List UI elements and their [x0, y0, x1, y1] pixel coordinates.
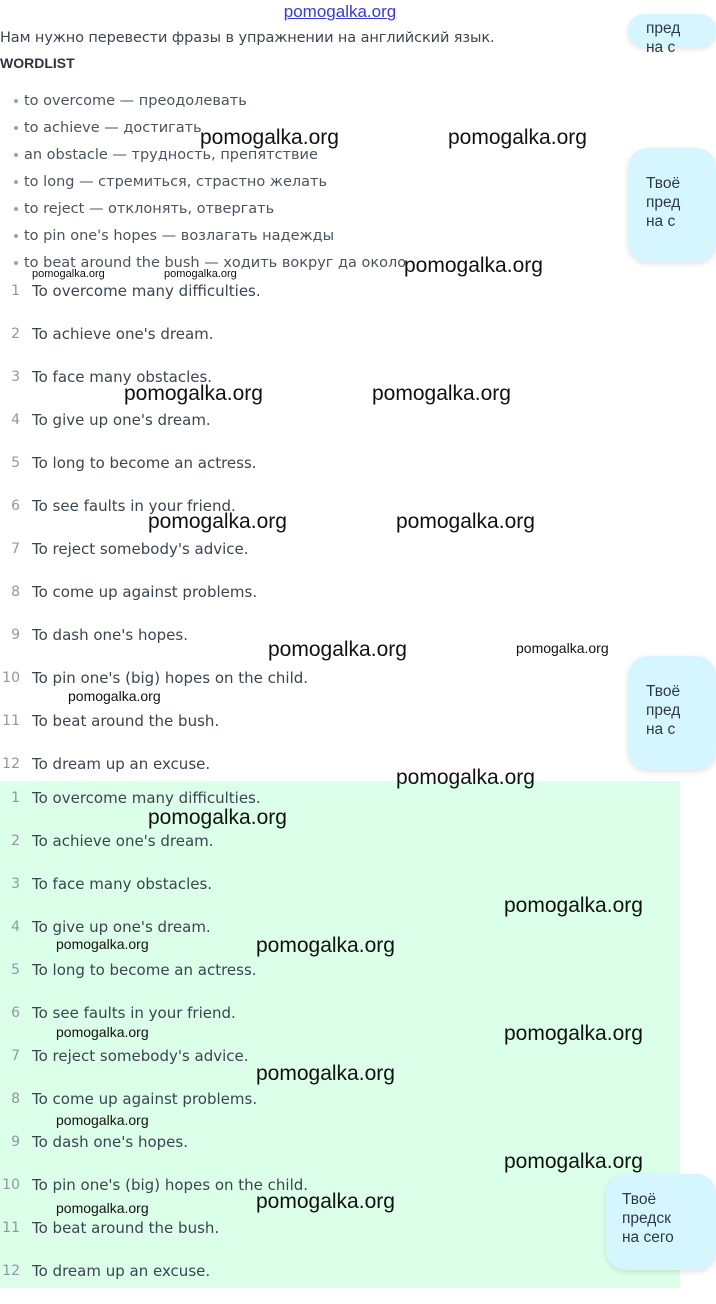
watermark: pomogalka.org	[68, 688, 161, 704]
phrase-number: 8	[11, 1091, 20, 1107]
watermark: pomogalka.org	[124, 382, 263, 405]
watermark: pomogalka.org	[516, 640, 609, 656]
phrase-number: 5	[11, 962, 20, 978]
phrase-number: 1	[11, 283, 20, 299]
wordlist-item: to overcome — преодолевать	[0, 92, 406, 119]
phrase-row	[0, 711, 680, 754]
watermark: pomogalka.org	[56, 1200, 149, 1216]
phrase-text: To come up against problems.	[32, 583, 258, 601]
phrase-row	[0, 1261, 680, 1304]
phrase-number: 9	[11, 627, 20, 643]
phrase-text: To face many obstacles.	[32, 368, 213, 386]
phrase-text: To achieve one's dream.	[32, 832, 214, 850]
watermark: pomogalka.org	[504, 1022, 643, 1045]
phrase-text: To give up one's dream.	[32, 411, 211, 429]
watermark: pomogalka.org	[504, 894, 643, 917]
watermark: pomogalka.org	[448, 126, 587, 149]
wordlist-item: to pin one's hopes — возлагать надежды	[0, 227, 406, 254]
phrase-number: 7	[11, 541, 20, 557]
phrase-row	[0, 496, 680, 539]
watermark: pomogalka.org	[164, 268, 237, 280]
phrase-row	[0, 324, 680, 367]
phrase-text: To pin one's (big) hopes on the child.	[32, 1176, 309, 1194]
phrase-row	[0, 367, 680, 410]
watermark: pomogalka.org	[56, 1112, 149, 1128]
watermark: pomogalka.org	[200, 126, 339, 149]
phrase-text: To give up one's dream.	[32, 918, 211, 936]
phrase-row	[0, 1218, 680, 1261]
wordlist-item: an obstacle — трудность, препятствие	[0, 146, 406, 173]
watermark: pomogalka.org	[372, 382, 511, 405]
phrase-number: 2	[11, 833, 20, 849]
phrase-number: 6	[11, 1005, 20, 1021]
watermark: pomogalka.org	[256, 934, 395, 957]
phrase-text: To see faults in your friend.	[32, 497, 236, 515]
phrase-number: 6	[11, 498, 20, 514]
wordlist	[0, 92, 406, 281]
chat-bubble[interactable]: Твоё предск на сего	[606, 1174, 716, 1270]
wordlist-item: to long — стремиться, страстно желать	[0, 173, 406, 200]
phrase-text: To overcome many difficulties.	[32, 789, 261, 807]
phrase-number: 12	[2, 756, 20, 772]
phrase-text: To beat around the bush.	[32, 1219, 220, 1237]
watermark: pomogalka.org	[396, 510, 535, 533]
phrase-number: 10	[2, 1177, 20, 1193]
watermark: pomogalka.org	[56, 1024, 149, 1040]
phrase-text: To achieve one's dream.	[32, 325, 214, 343]
phrase-row	[0, 281, 680, 324]
phrase-row	[0, 453, 680, 496]
phrase-text: To long to become an actress.	[32, 454, 257, 472]
phrase-number: 5	[11, 455, 20, 471]
watermark: pomogalka.org	[148, 806, 287, 829]
watermark: pomogalka.org	[396, 766, 535, 789]
phrase-number: 7	[11, 1048, 20, 1064]
wordlist-item: to beat around the bush — ходить вокруг да около	[0, 254, 406, 281]
phrase-row	[0, 788, 680, 831]
phrase-number: 11	[2, 713, 20, 729]
phrase-text: To dash one's hopes.	[32, 1133, 188, 1151]
phrase-text: To pin one's (big) hopes on the child.	[32, 669, 309, 687]
phrase-row	[0, 539, 680, 582]
phrase-number: 1	[11, 790, 20, 806]
phrase-text: To long to become an actress.	[32, 961, 257, 979]
wordlist-item: to achieve — достигать	[0, 119, 406, 146]
phrase-number: 4	[11, 919, 20, 935]
phrase-number: 3	[11, 876, 20, 892]
phrase-number: 10	[2, 670, 20, 686]
phrase-text: To reject somebody's advice.	[32, 540, 249, 558]
phrase-text: To overcome many difficulties.	[32, 282, 261, 300]
watermark: pomogalka.org	[504, 1150, 643, 1173]
phrase-number: 4	[11, 412, 20, 428]
phrase-number: 8	[11, 584, 20, 600]
phrase-row	[0, 831, 680, 874]
chat-bubble[interactable]: Твоё пред на с	[628, 148, 716, 262]
phrase-row	[0, 410, 680, 453]
phrase-text: To beat around the bush.	[32, 712, 220, 730]
watermark: pomogalka.org	[56, 936, 149, 952]
phrase-row	[0, 582, 680, 625]
watermark: pomogalka.org	[256, 1062, 395, 1085]
phrase-number: 11	[2, 1220, 20, 1236]
phrase-number: 12	[2, 1263, 20, 1279]
phrase-text: To dash one's hopes.	[32, 626, 188, 644]
watermark: pomogalka.org	[148, 510, 287, 533]
phrase-row	[0, 960, 680, 1003]
phrase-text: To come up against problems.	[32, 1090, 258, 1108]
wordlist-item: to reject — отклонять, отвергать	[0, 200, 406, 227]
phrase-text: To dream up an excuse.	[32, 1262, 211, 1280]
chat-bubble[interactable]: Твоё пред на с	[628, 656, 716, 770]
phrase-number: 3	[11, 369, 20, 385]
phrase-number: 2	[11, 326, 20, 342]
intro-text: Нам нужно перевести фразы в упражнении на английский язык.	[0, 30, 495, 46]
phrase-text: To dream up an excuse.	[32, 755, 211, 773]
site-logo[interactable]: pomogalka.org	[283, 2, 397, 21]
wordlist-title: WORDLIST	[0, 55, 75, 71]
watermark: pomogalka.org	[32, 268, 105, 280]
phrase-text: To reject somebody's advice.	[32, 1047, 249, 1065]
watermark: pomogalka.org	[404, 254, 543, 277]
chat-bubble[interactable]: пред на с	[628, 14, 716, 47]
phrase-text: To see faults in your friend.	[32, 1004, 236, 1022]
watermark: pomogalka.org	[256, 1190, 395, 1213]
phrase-number: 9	[11, 1134, 20, 1150]
watermark: pomogalka.org	[268, 638, 407, 661]
phrase-text: To face many obstacles.	[32, 875, 213, 893]
